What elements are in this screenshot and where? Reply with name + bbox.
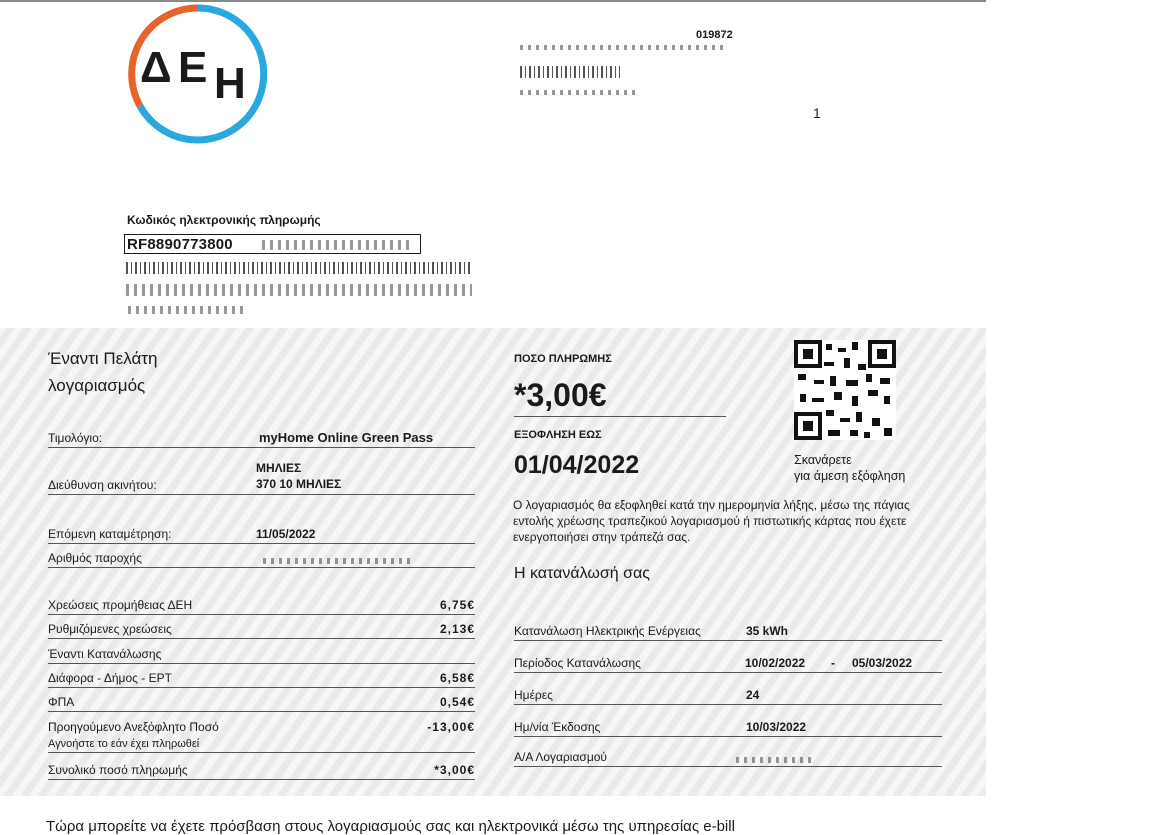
customer-heading-line2: λογαριασμός — [48, 376, 146, 395]
days-value: 24 — [746, 688, 760, 702]
ignore-note: Αγνοήστε το εάν έχει πληρωθεί — [48, 738, 200, 750]
scan-caption — [794, 452, 905, 484]
scan-caption-line1: Σκανάρετε — [794, 453, 852, 467]
divider — [514, 416, 726, 417]
redacted-account-number — [736, 757, 816, 763]
epayment-code: RF8890773800 — [127, 236, 233, 253]
charge-row — [48, 667, 475, 688]
redacted-code — [262, 240, 412, 250]
period-label: Περίοδος Κατανάλωσης — [514, 656, 641, 670]
tariff-label: Τιμολόγιο: — [48, 431, 103, 445]
charge-amount: 6,75€ — [439, 598, 475, 612]
charge-row — [48, 691, 475, 712]
total-label: Συνολικό ποσό πληρωμής — [48, 763, 188, 777]
energy-label: Κατανάλωση Ηλεκτρικής Ενέργειας — [514, 624, 701, 638]
footer-text: Τώρα μπορείτε να έχετε πρόσβαση στους λογαριασμούς σας και ηλεκτρονικά μέσω της υπηρεσίας e-bill — [46, 818, 735, 835]
charge-row — [48, 594, 475, 615]
due-date: 01/04/2022 — [514, 451, 640, 479]
supply-number-row — [48, 546, 475, 568]
customer-heading-line1: Έναντι Πελάτη — [48, 349, 158, 368]
next-reading-value: 11/05/2022 — [256, 527, 316, 541]
days-row — [514, 684, 942, 705]
days-label: Ημέρες — [514, 688, 553, 702]
total-amount: *3,00€ — [434, 763, 475, 777]
period-row — [514, 652, 942, 673]
svg-text:Δ: Δ — [140, 43, 172, 92]
next-reading-row — [48, 522, 475, 544]
address-line1: ΜΗΛΙΕΣ — [256, 461, 302, 475]
energy-value: 35 kWh — [746, 624, 789, 638]
address-line2: 370 10 ΜΗΛΙΕΣ — [256, 477, 342, 491]
charge-label: Χρεώσεις προμήθειας ΔΕΗ — [48, 598, 193, 612]
payment-amount: *3,00€ — [514, 377, 607, 413]
charge-label: Προηγούμενο Ανεξόφλητο Ποσό — [48, 720, 219, 734]
supply-number-label: Αριθμός παροχής — [48, 551, 142, 565]
charge-label: ΦΠΑ — [48, 695, 75, 709]
payment-amount-title: ΠΟΣΟ ΠΛΗΡΩΜΗΣ — [514, 353, 612, 365]
svg-text:Η: Η — [214, 59, 246, 108]
page-number: 1 — [813, 105, 821, 121]
issue-date-row — [514, 716, 942, 737]
issue-date-label: Ημ/νία Έκδοσης — [514, 720, 601, 734]
period-from: 10/02/2022 — [745, 656, 806, 670]
barcode — [126, 284, 472, 296]
dei-logo — [126, 2, 270, 146]
energy-row — [514, 620, 942, 641]
charge-amount: 6,58€ — [439, 671, 475, 685]
charge-row — [48, 618, 475, 639]
divider — [48, 752, 475, 753]
period-to: 05/03/2022 — [852, 656, 913, 670]
tariff-row — [48, 425, 475, 448]
charge-row — [48, 643, 475, 664]
redacted-address-line — [520, 66, 620, 78]
logo-ring-icon — [126, 2, 270, 146]
period-separator: - — [831, 656, 835, 670]
epayment-label: Κωδικός ηλεκτρονικής πληρωμής — [127, 213, 321, 227]
account-number-label: Α/Α Λογαριασμού — [514, 750, 607, 764]
total-row — [48, 759, 475, 780]
charge-label: Διάφορα - Δήμος - ΕΡΤ — [48, 671, 172, 685]
payment-description: Ο λογαριασμός θα εξοφληθεί κατά την ημερομηνία λήξης, μέσω της πάγιας εντολής χρέωσης τραπεζικού λογαριασμού ή πιστωτικής κάρτας που έχετε ενεργοποιήσει στην τράπεζά σας. — [513, 498, 910, 544]
redacted-address-line — [520, 45, 725, 50]
redacted-supply-number — [263, 558, 413, 564]
tariff-value: myHome Online Green Pass — [259, 430, 434, 445]
consumption-title: Η κατανάλωσή σας — [514, 565, 650, 582]
due-date-label: ΕΞΟΦΛΗΣΗ ΕΩΣ — [514, 429, 602, 441]
account-number-row — [514, 746, 942, 767]
barcode — [128, 306, 248, 314]
charge-row — [48, 716, 475, 736]
scan-caption-line2: για άμεση εξόφληση — [794, 469, 906, 483]
svg-text:Ε: Ε — [178, 43, 208, 92]
issue-date-value: 10/03/2022 — [746, 720, 807, 734]
document-number: 019872 — [696, 29, 733, 41]
address-label: Διεύθυνση ακινήτου: — [48, 478, 157, 492]
customer-heading — [48, 345, 157, 399]
redacted-address-line — [520, 90, 640, 95]
charge-amount: 0,54€ — [439, 695, 475, 709]
charge-label: Ρυθμιζόμενες χρεώσεις — [48, 622, 172, 636]
barcode — [126, 262, 472, 274]
charge-amount: 2,13€ — [439, 622, 475, 636]
qr-code-icon[interactable] — [794, 340, 896, 440]
next-reading-label: Επόμενη καταμέτρηση: — [48, 527, 172, 541]
charge-amount: -13,00€ — [427, 720, 475, 734]
address-row — [48, 456, 475, 495]
charge-label: Έναντι Κατανάλωσης — [48, 647, 162, 661]
